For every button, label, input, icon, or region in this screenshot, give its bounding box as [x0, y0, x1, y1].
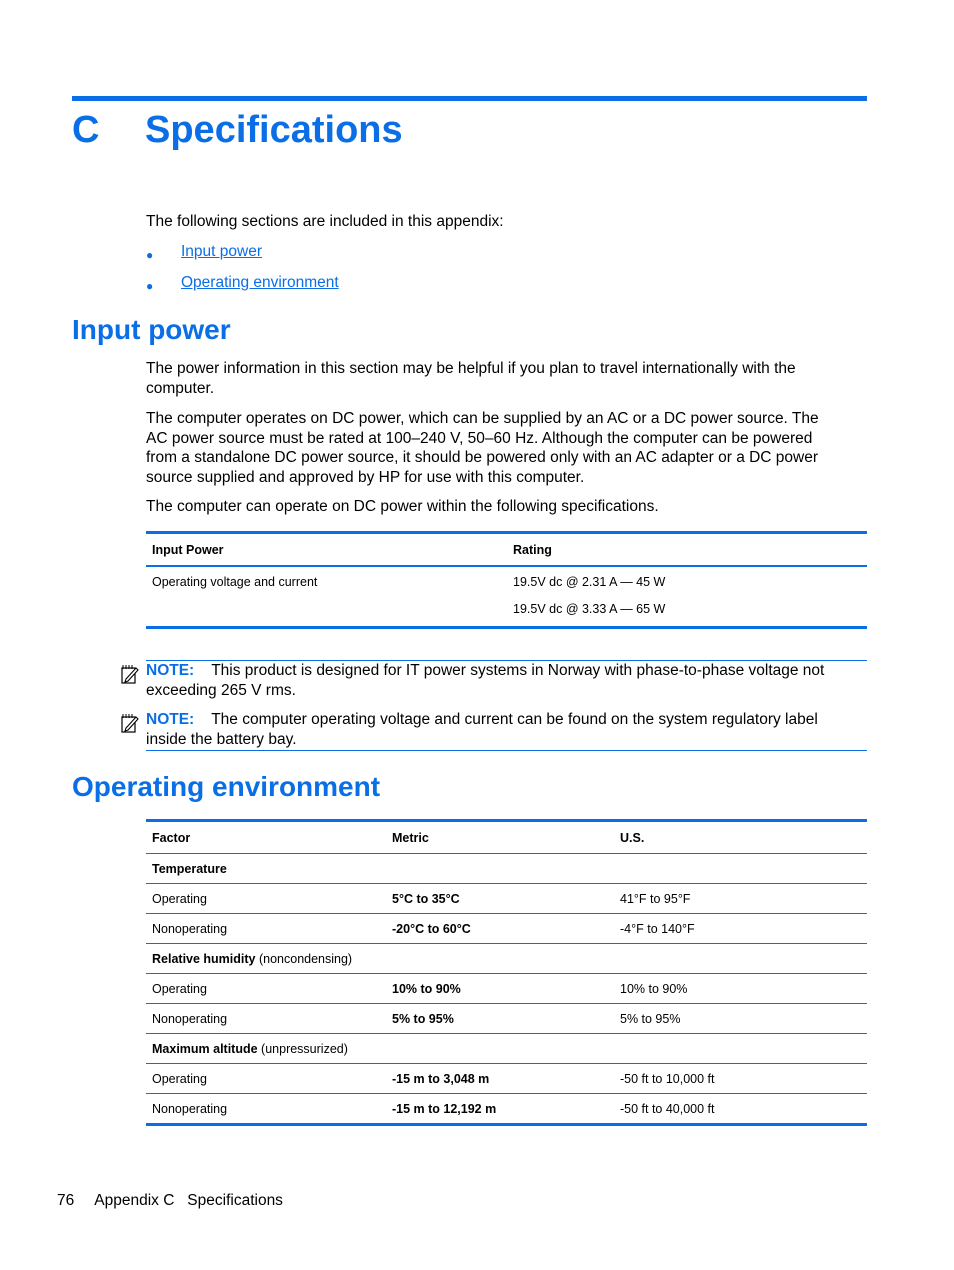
column-header: Metric: [386, 821, 614, 854]
table-cell: Operating voltage and current: [152, 575, 318, 589]
table-cell: -15 m to 12,192 m: [392, 1101, 497, 1116]
table-cell: -50 ft to 10,000 ft: [614, 1064, 867, 1094]
table-header-row: [146, 533, 867, 567]
note-bottom-rule: [146, 750, 867, 751]
table-row: [146, 914, 867, 944]
link-operating-environment[interactable]: Operating environment: [181, 274, 339, 291]
table-cell: -15 m to 3,048 m: [386, 1064, 614, 1094]
footer-text: Appendix C Specifications: [94, 1192, 283, 1209]
table-cell: 41°F to 95°F: [614, 884, 867, 914]
intro-text: The following sections are included in this appendix:: [146, 213, 504, 230]
paragraph-line: The computer operates on DC power, which can be supplied by an AC or a DC power source. The: [146, 410, 819, 427]
section-title: Relative humidity: [152, 951, 256, 966]
table-cell: 5°C to 35°C: [386, 884, 614, 914]
page-footer: [57, 1192, 283, 1210]
page-number: 76: [57, 1192, 75, 1209]
table-row: [146, 884, 867, 914]
table-cell: Nonoperating: [146, 1004, 386, 1034]
section-qualifier: (noncondensing): [255, 951, 353, 966]
table-cell: -50 ft to 40,000 ft: [620, 1101, 715, 1116]
paragraph-2: [146, 409, 856, 487]
page-title: Specifications: [145, 109, 403, 151]
table-section-row: [146, 854, 867, 884]
note-icon: [120, 713, 140, 733]
note-label: NOTE:: [146, 711, 195, 728]
table-row: [146, 566, 867, 593]
section-title: Maximum altitude: [152, 1041, 258, 1056]
section-title-cell: [146, 944, 867, 974]
table-row: [146, 974, 867, 1004]
table-cell: Operating: [146, 884, 386, 914]
table-cell: Operating: [146, 1064, 386, 1094]
operating-environment-table: [146, 819, 867, 1126]
table-section-row: [146, 944, 867, 974]
section-title-cell: [146, 1034, 867, 1064]
table-cell: 19.5V dc @ 3.33 A — 65 W: [513, 602, 666, 616]
input-power-table: [146, 531, 867, 629]
link-input-power[interactable]: Input power: [181, 243, 262, 260]
paragraph-1: [146, 359, 856, 398]
table-row: [146, 1094, 867, 1125]
note-text: The computer operating voltage and current can be found on the system regulatory label: [211, 711, 818, 728]
paragraph-3: The computer can operate on DC power within the following specifications.: [146, 498, 659, 515]
section-qualifier: (unpressurized): [257, 1041, 348, 1056]
table-cell: -4°F to 140°F: [614, 914, 867, 944]
note-text: inside the battery bay.: [146, 730, 297, 748]
note-icon: [120, 664, 140, 684]
paragraph-line: computer.: [146, 379, 215, 397]
note-label: NOTE:: [146, 662, 195, 679]
column-header: U.S.: [614, 821, 867, 854]
column-header: Input Power: [146, 533, 507, 567]
section-title: Temperature: [146, 854, 867, 884]
table-row: [146, 1004, 867, 1034]
table-cell: 5% to 95%: [386, 1004, 614, 1034]
column-header: Factor: [146, 821, 386, 854]
heading-operating-environment: Operating environment: [72, 771, 381, 802]
table-cell: Nonoperating: [146, 914, 386, 944]
table-cell: 5% to 95%: [614, 1004, 867, 1034]
table-cell: -20°C to 60°C: [386, 914, 614, 944]
table-cell: Operating: [146, 974, 386, 1004]
table-section-row: [146, 1034, 867, 1064]
paragraph-line: The power information in this section may be helpful if you plan to travel internationally with the: [146, 360, 796, 377]
table-header-row: [146, 821, 867, 854]
chapter-top-rule: [72, 96, 867, 101]
paragraph-line: AC power source must be rated at 100–240 V, 50–60 Hz. Although the computer can be powered: [146, 429, 813, 447]
bullet-icon: ●: [146, 248, 154, 262]
table-cell: 19.5V dc @ 2.31 A — 45 W: [513, 575, 666, 589]
chapter-letter: C: [72, 109, 100, 151]
note-1: [146, 661, 867, 700]
table-cell: 10% to 90%: [386, 974, 614, 1004]
column-header: Rating: [507, 533, 867, 567]
table-cell: Nonoperating: [152, 1101, 228, 1116]
paragraph-line: from a standalone DC power source, it should be powered only with an AC adapter or a DC power: [146, 449, 819, 466]
table-row: [146, 593, 867, 628]
bullet-icon: ●: [146, 279, 154, 293]
note-2: [146, 710, 867, 749]
table-cell: 10% to 90%: [614, 974, 867, 1004]
note-text: exceeding 265 V rms.: [146, 681, 296, 699]
heading-input-power: Input power: [72, 314, 231, 345]
table-cell: [146, 593, 507, 628]
table-row: [146, 1064, 867, 1094]
paragraph-line: source supplied and approved by HP for use with this computer.: [146, 468, 585, 486]
note-text: This product is designed for IT power systems in Norway with phase-to-phase voltage not: [211, 662, 825, 679]
